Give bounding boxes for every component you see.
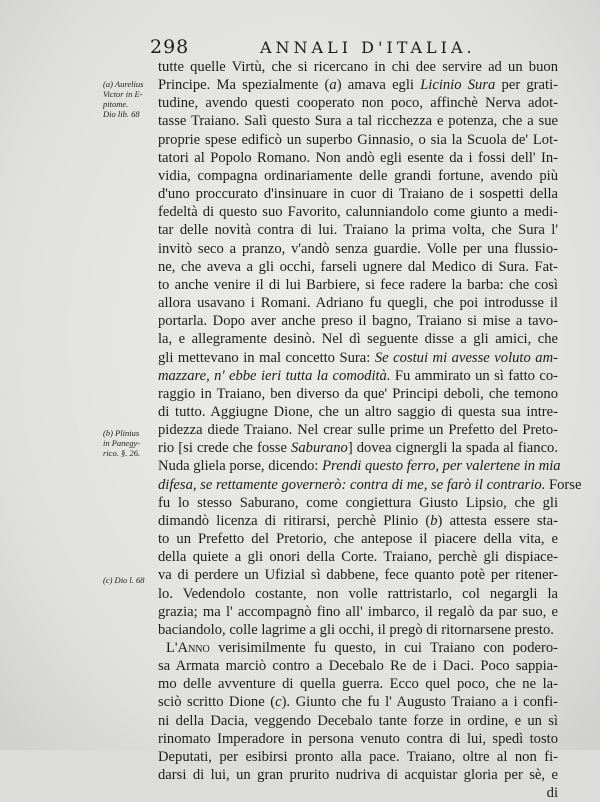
- text-run: della quiete a gli onori della Corte. Traiano, perchè gli dispiace-: [158, 549, 558, 566]
- text-run: pidezza diede Traiano. Nel crear sulle prime un Prefetto del Preto-: [158, 422, 558, 439]
- text-run: per grati-: [495, 77, 558, 94]
- text-line: [158, 330, 558, 348]
- text-run: c: [275, 694, 282, 711]
- page-header: [150, 36, 570, 58]
- text-run: ni della Dacia, veggendo Decebalo tante forze in ordine, e un sì: [158, 712, 558, 729]
- text-line: [158, 221, 558, 239]
- text-run: ). Giunto che fu l' Augusto Traiano a i confi-: [281, 694, 558, 711]
- text-run: Anno: [177, 640, 210, 656]
- text-run: L': [166, 640, 178, 656]
- text-run: mazzare, n' ebbe ieri tutta la comodità.: [158, 367, 391, 384]
- text-line: [158, 58, 558, 76]
- text-run: tutte quelle Virtù, che si ricercano in chi dee servire ad un buon: [158, 59, 558, 75]
- text-line: [158, 276, 558, 294]
- text-line: [158, 457, 561, 475]
- text-line: [158, 131, 558, 149]
- margin-note-a: (a) Aurelius Victor in E- pitome. Dio lib. 68: [103, 79, 144, 119]
- text-line: [158, 367, 558, 385]
- text-run: tar delle novità contra di lui. Traiano la prima volta, che Sura l': [158, 222, 558, 239]
- text-line: [158, 766, 558, 784]
- text-run: darsi di lui, un gran prurito nudriva di acquistar gloria per sè, e: [158, 767, 558, 784]
- text-run: Forse: [545, 476, 582, 493]
- text-line: [158, 240, 558, 258]
- text-run: ] dovea cignergli la spada al fianco.: [347, 440, 558, 457]
- text-line: [158, 494, 558, 512]
- text-run: di: [546, 785, 558, 802]
- text-line: [158, 730, 558, 748]
- text-run: difesa, se rettamente governerò: contra di me, se farò il contrario.: [158, 476, 546, 493]
- running-head: ANNALI D'ITALIA.: [260, 38, 476, 57]
- text-line: [158, 439, 558, 457]
- text-run: Fu ammirato un sì fatto co-: [390, 367, 559, 384]
- text-run: di tutto. Aggiugne Dione, che un altro saggio di questa sua intre-: [158, 403, 558, 420]
- bleed-through-text: · · ·: [70, 150, 88, 164]
- text-run: ne, che aveva a gli occhi, farseli ugnere dal Medico di Sura. Fat-: [158, 258, 558, 275]
- text-line: [158, 476, 582, 494]
- text-line: [158, 294, 558, 312]
- text-line: [158, 385, 558, 403]
- text-run: Prendi questo ferro, per valertene in mia: [322, 458, 561, 475]
- text-run: gli mettevano in mal concetto Sura:: [158, 349, 375, 366]
- text-run: va di perdere un Ufizial sì dabbene, fece quanto potè per ritener-: [158, 567, 558, 584]
- text-line: [158, 784, 558, 802]
- text-line: [158, 748, 558, 766]
- text-line: [158, 421, 558, 439]
- text-run: invitò seco a pranzo, v'andò senza guardie. Volle per una flussio-: [158, 240, 558, 257]
- text-line: [158, 657, 558, 675]
- text-run: fu lo stesso Saburano, come congiettura Giusto Lipsio, che gli: [158, 494, 558, 511]
- text-run: ) attesta essere sta-: [437, 512, 558, 529]
- text-line: [158, 693, 558, 711]
- text-line: [158, 548, 558, 566]
- text-line: [158, 675, 558, 693]
- text-line: [158, 167, 558, 185]
- text-run: sa Armata marciò contro a Decebalo Re de i Daci. Poco sappia-: [158, 658, 558, 675]
- body-text: [158, 58, 582, 802]
- text-run: lo. Vedendolo costante, non volle rattristarlo, col negargli la: [158, 585, 558, 602]
- text-run: Se costui mi avesse voluto am-: [374, 349, 559, 366]
- text-run: raggio in Traiano, ben diverso da que' Principi deboli, che temono: [158, 385, 558, 402]
- text-line: [158, 258, 558, 276]
- text-run: grazia; ma l' accompagnò fino all' imbarco, il regalò da par suo, e: [158, 603, 558, 620]
- text-line: [158, 94, 558, 112]
- text-line: [158, 566, 558, 584]
- text-run: Principe. Ma spezialmente (: [158, 77, 330, 94]
- text-line: [158, 76, 558, 94]
- text-run: d'uno proccurato d'insinuare in cuor di Traiano de i sospetti della: [158, 186, 558, 203]
- text-line: [158, 185, 558, 203]
- text-run: ) amava egli: [336, 77, 421, 94]
- text-line: [158, 621, 558, 639]
- text-run: fedeltà di questo suo Favorito, calunniandolo come giunto a medi-: [158, 204, 558, 221]
- text-run: proprie spese edificò un superbo Ginnasio, o sia la Scuola de' Lot-: [158, 131, 558, 148]
- text-run: Deputati, per esibirsi pronto alla pace. Traiano, oltre al non fi-: [158, 748, 558, 765]
- margin-note-c: (c) Dio l. 68: [103, 575, 145, 585]
- page-number: 298: [150, 36, 190, 58]
- text-run: Nuda gliela porse, dicendo:: [158, 458, 323, 475]
- text-run: a: [329, 77, 337, 94]
- text-run: tatori al Popolo Romano. Non andò egli esente da i fossi dell' In-: [158, 149, 558, 166]
- text-run: tasse Traiano. Salì questo Sura a tal ricchezza e potenza, che a sue: [158, 113, 558, 130]
- text-line: [158, 530, 558, 548]
- text-run: la, e allegramente desinò. Nel dì seguente disse a gli amici, che: [158, 331, 558, 348]
- text-run: rio [si crede che fosse: [158, 440, 292, 457]
- text-run: vidia, compagna ordinariamente delle grandi fortune, avendo più: [158, 167, 558, 184]
- text-line: [158, 712, 558, 730]
- text-run: rinomato Imperadore in persona venuto contra di lui, spedì tosto: [158, 730, 558, 747]
- text-run: sciò scritto Dione (: [158, 694, 276, 711]
- text-run: to un Prefetto del Pretorio, che antepose il piacere della vita, e: [158, 531, 558, 548]
- text-run: Saburano: [291, 440, 348, 457]
- text-run: b: [430, 512, 438, 529]
- text-line: [158, 603, 558, 621]
- text-line: [158, 403, 558, 421]
- margin-note-b: (b) Plinius in Panegy- rico. §. 26.: [103, 428, 141, 458]
- text-run: mo delle avventure di quella guerra. Ecco quel poco, che ne la-: [158, 676, 558, 693]
- text-run: verisimilmente fu questo, in cui Traiano con podero-: [209, 640, 558, 656]
- text-run: dimandò licenza di ritirarsi, perchè Plinio (: [158, 512, 431, 529]
- text-line: [158, 112, 558, 130]
- text-line: [158, 149, 558, 167]
- text-line: [158, 585, 558, 603]
- text-run: Licinio Sura: [420, 77, 496, 94]
- bleed-through-text: · · ·: [60, 420, 78, 434]
- text-line: [158, 312, 558, 330]
- text-line: [158, 512, 558, 530]
- text-run: allora usavano i Romani. Adriano fu quegli, che poi introdusse il: [158, 295, 558, 312]
- text-run: baciandolo, colle lagrime a gli occhi, il pregò di ritornarsene presto.: [158, 621, 554, 638]
- text-run: tudine, avendo questi cooperato non poco, affinchè Nerva adot-: [158, 95, 558, 112]
- text-line: [158, 349, 558, 367]
- text-line: [158, 203, 558, 221]
- text-run: portarla. Dopo aver anche preso il bagno, Traiano si mise a tavo-: [158, 313, 558, 330]
- text-run: to anche venire il di lui Barbiere, si fece radere la barba: che così: [158, 276, 558, 293]
- text-line: [158, 639, 558, 657]
